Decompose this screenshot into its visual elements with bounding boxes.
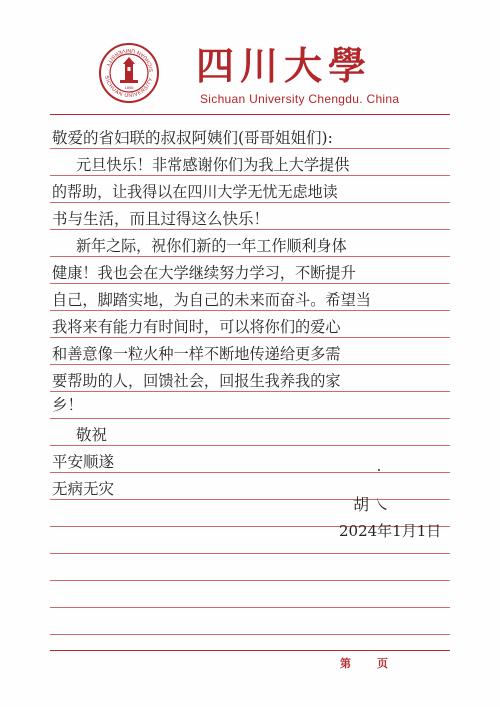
svg-text:1896: 1896 — [124, 85, 134, 90]
footer-divider — [50, 650, 450, 651]
rule-line — [50, 445, 450, 446]
letter-line: 和善意像一粒火种一样不断地传递给更多需 — [52, 345, 341, 363]
signature: 胡 ㇏ — [353, 495, 391, 514]
rule-line — [50, 229, 450, 230]
letter-line: 要帮助的人，回馈社会，回报生我养我的家 — [52, 372, 341, 390]
letter-line: 书与生活，而且过得这么快乐！ — [52, 210, 270, 228]
rule-line — [50, 634, 450, 635]
letter-greeting: 敬爱的省妇联的叔叔阿姨们(哥哥姐姐们): — [52, 129, 333, 147]
letter-line: 健康！我也会在大学继续努力学习，不断提升 — [52, 264, 356, 282]
letter-wish: 平安顺遂 — [52, 453, 115, 471]
university-seal-logo — [98, 42, 160, 104]
rule-line — [50, 256, 450, 257]
rule-line — [50, 607, 450, 608]
letter-line: 乡！ — [52, 396, 84, 414]
rule-line — [50, 283, 450, 284]
rule-line — [50, 175, 450, 176]
university-subtitle: Sichuan University Chengdu. China — [200, 92, 400, 106]
letter-date: 2024年1月1日 — [339, 522, 442, 540]
ink-dot — [378, 469, 380, 471]
letterhead-divider — [50, 114, 450, 115]
rule-line — [50, 391, 450, 392]
letter-wish: 无病无灾 — [52, 480, 115, 498]
letter-line: 的帮助，让我得以在四川大学无忧无虑地读 — [52, 183, 338, 201]
rule-line — [50, 472, 450, 473]
rule-line — [50, 202, 450, 203]
rule-line — [50, 580, 450, 581]
letter-line: 自己，脚踏实地，为自己的未来而奋斗。希望当 — [52, 291, 372, 309]
letter-line: 新年之际，祝你们新的一年工作顺利身体 — [76, 237, 347, 255]
rule-line — [50, 364, 450, 365]
rule-line — [50, 418, 450, 419]
rule-line — [50, 337, 450, 338]
letter-closing: 敬祝 — [76, 426, 108, 444]
rule-line — [50, 553, 450, 554]
university-name: 四川大學 — [196, 43, 373, 88]
svg-text:SICHUAN UNIVERSITY · SICHUAN U: SICHUAN UNIVERSITY · SICHUAN UNIVERSITY — [103, 46, 156, 100]
page-number-label: 第页 — [340, 657, 414, 670]
rule-line — [50, 310, 450, 311]
letter-line: 元旦快乐！非常感谢你们为我上大学提供 — [76, 156, 350, 174]
letter-line: 我将来有能力有时间时，可以将你们的爱心 — [52, 318, 341, 336]
rule-line — [50, 148, 450, 149]
